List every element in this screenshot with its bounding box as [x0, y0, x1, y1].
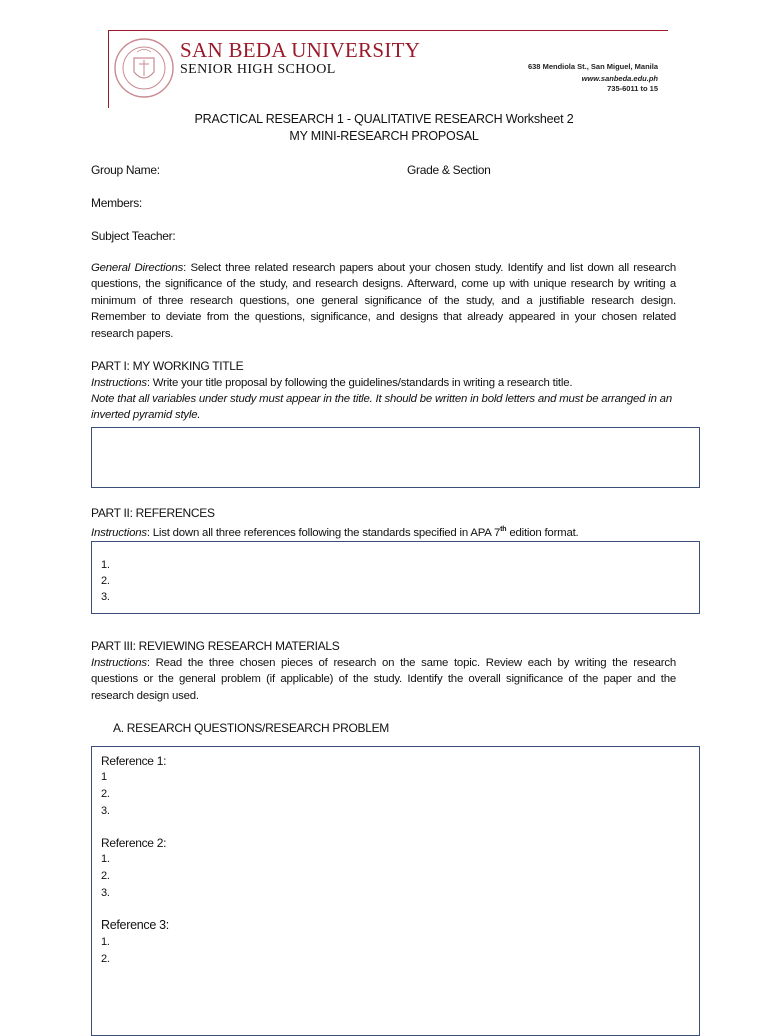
university-seal-icon: [113, 34, 175, 102]
reference-3-label: Reference 3:: [101, 918, 169, 932]
header-border-left: [108, 30, 109, 108]
university-name: SAN BEDA UNIVERSITY: [180, 38, 421, 62]
school-phone: 735-6011 to 15: [607, 84, 658, 93]
part3-heading: PART III: REVIEWING RESEARCH MATERIALS: [91, 639, 340, 653]
reference-1-label: Reference 1:: [101, 754, 167, 768]
reference-item-3: 3.: [101, 591, 110, 603]
ref1-item-1: 1: [101, 771, 107, 783]
ref2-item-1: 1.: [101, 853, 110, 865]
working-title-box[interactable]: [91, 427, 700, 488]
general-directions: General Directions: Select three related research papers about your chosen study. Identify and list down all research questions, the significance of the study, and research designs. Afterward, come up with unique research by writing a minimum of three research questions, one general significance of the study, and a justifiable research design. Remember to deviate from the questions, significance, and designs that already appeared in your chosen related research papers.: [91, 262, 676, 340]
part2-heading: PART II: REFERENCES: [91, 506, 215, 520]
part1-note: Note that all variables under study must appear in the title. It should be written in bold letters and must be arranged in an inverted pyramid style.: [91, 393, 672, 422]
part3-instructions: Instructions: Read the three chosen pieces of research on the same topic. Review each by writing the research questions or the general problem (if applicable) of the study. Identify the overall significance of the paper and the research design used.: [91, 657, 676, 702]
section-a-heading: A. RESEARCH QUESTIONS/RESEARCH PROBLEM: [113, 721, 389, 735]
worksheet-subtitle: MY MINI-RESEARCH PROPOSAL: [289, 129, 479, 143]
reference-2-label: Reference 2:: [101, 836, 167, 850]
group-name-label: Group Name:: [91, 163, 160, 177]
ref3-item-1: 1.: [101, 936, 110, 948]
part2-instructions: Instructions: List down all three references following the standards specified in APA 7th edition format.: [91, 526, 579, 539]
worksheet-title: PRACTICAL RESEARCH 1 - QUALITATIVE RESEARCH Worksheet 2: [194, 112, 574, 126]
part1-instructions: Instructions: Write your title proposal by following the guidelines/standards in writing a research title.: [91, 377, 573, 389]
header-border-top: [108, 30, 668, 31]
ref1-item-3: 3.: [101, 805, 110, 817]
research-questions-box[interactable]: [91, 746, 700, 1036]
members-label: Members:: [91, 196, 142, 210]
ref2-item-3: 3.: [101, 887, 110, 899]
reference-item-1: 1.: [101, 559, 110, 571]
ref3-item-2: 2.: [101, 953, 110, 965]
references-box[interactable]: [91, 541, 700, 614]
school-name: SENIOR HIGH SCHOOL: [180, 62, 336, 77]
grade-section-label: Grade & Section: [407, 163, 491, 177]
school-address: 638 Mendiola St., San Miguel, Manila: [527, 62, 658, 71]
ref1-item-2: 2.: [101, 788, 110, 800]
ref2-item-2: 2.: [101, 870, 110, 882]
reference-item-2: 2.: [101, 575, 110, 587]
part1-heading: PART I: MY WORKING TITLE: [91, 359, 244, 373]
subject-teacher-label: Subject Teacher:: [91, 229, 176, 243]
school-website: www.sanbeda.edu.ph: [581, 74, 658, 83]
